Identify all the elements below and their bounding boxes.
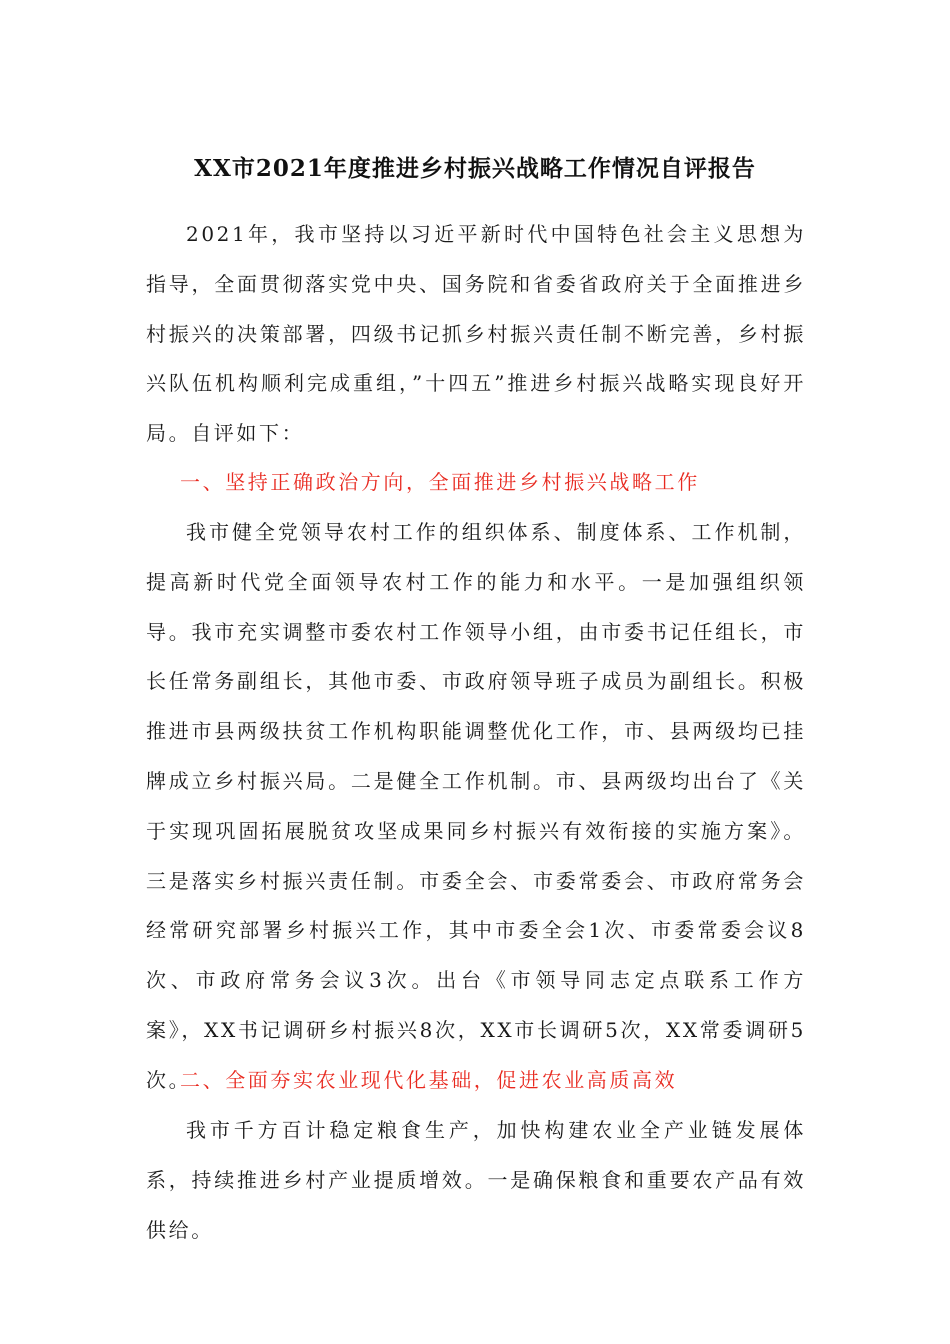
intro-paragraph: 2021年，我市坚持以习近平新时代中国特色社会主义思想为指导，全面贯彻落实党中央、国务院和省委省政府关于全面推进乡村振兴的决策部署，四级书记抓乡村振兴责任制不断完善，乡村振兴队伍机构顺利完成重组，”十四五”推进乡村振兴战略实现良好开局。自评如下： [146,222,806,446]
section-paragraph-1: 我市健全党领导农村工作的组织体系、制度体系、工作机制，提高新时代党全面领导农村工作的能力和水平。一是加强组织领导。我市充实调整市委农村工作领导小组，由市委书记任组长，市长任常务副组长，其他市委、市政府领导班子成员为副组长。积极推进市县两级扶贫工作机构职能调整优化工作，市、县两级均已挂牌成立乡村振兴局。二是健全工作机制。市、县两级均出台了《关于实现巩固拓展脱贫攻坚成果同乡村振兴有效衔接的实施方案》。三是落实乡村振兴责任制。市委全会、市委常委会、市政府常务会经常研究部署乡村振兴工作，其中市委全会1次、市委常委会议8次、市政府常务会议3次。出台《市领导同志定点联系工作方案》，XX书记调研乡村振兴8次，XX市长调研5次，XX常委调研5次。 [146,520,806,1092]
section-heading-1: 一、坚持正确政治方向，全面推进乡村振兴战略工作 [180,470,700,494]
section-paragraph-2: 我市千方百计稳定粮食生产，加快构建农业全产业链发展体系，持续推进乡村产业提质增效。一是确保粮食和重要农产品有效供给。 [146,1118,806,1242]
document-title: XX市2021年度推进乡村振兴战略工作情况自评报告 [194,155,756,182]
section-heading-2: 二、全面夯实农业现代化基础，促进农业高质高效 [180,1068,678,1092]
